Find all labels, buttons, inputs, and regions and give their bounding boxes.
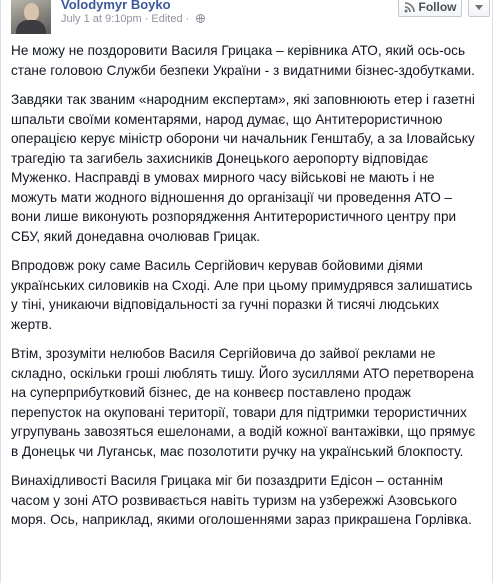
post-timestamp-link[interactable]: July 1 at 9:10pm [61,13,142,25]
chevron-down-icon [475,5,483,10]
post-paragraph: Втім, зрозуміти нелюбов Василя Сергійовича до зайвої реклами не складно, оскільки гроші люблять тишу. Його зусиллями АТО перетворена на суперприбутковий бізнес, де на конвеєр поставлено продаж перепусток на окуповані території, товари для підтримки терористичних угрупувань завозяться ешелонами, а водій кожної вантажівки, що прямує в Донецьк чи Луганськ, має позолотити ручку на український блокпосту. [11,346,476,459]
post-paragraph: Винахідливості Василя Грицака міг би позаздрити Едісон – останнім часом у зоні АТО розвивається навіть туризм на узбережжі Азовського моря. Ось, наприклад, якими оголошеннями зараз прикрашена Горлівка. [11,473,472,527]
avatar-face [24,3,39,21]
avatar-body [16,20,46,34]
rss-icon [404,2,415,13]
follow-button[interactable] [398,0,462,17]
post-body [11,41,481,540]
meta-separator: · [144,13,149,25]
edited-link[interactable]: Edited [151,13,183,25]
post-paragraph: Впродовж року саме Василь Сергійович керував бойовими діями українських силовиків на Сході. Але при цьому примудрявся залишатись у тіні, уникаючи відповідальності за гучні поразки й тисячі людських жертв. [11,258,473,332]
post-header [1,0,492,38]
author-avatar[interactable] [11,0,51,34]
post-paragraph: Завдяки так званим «народним експертам», які заповнюють етер і газетні шпальти своїми коментарями, народ думає, що Антитерористичною операцією керує міністр оборони чи начальник Генштабу, а за Іловайську трагедію та загибель захисників Донецького аеропорту відповідає Муженко. Насправді в умовах мирного часу військові не мають і не можуть мати жодного відношення до організації чи проведення АТО – вони лише виконують розпорядження Антитерористичного центру при СБУ, який донедавна очолював Грицак. [11,92,475,244]
globe-icon[interactable] [196,14,205,23]
post-options-button[interactable] [468,0,490,17]
post-meta [61,13,205,25]
meta-separator: · [185,13,190,25]
follow-button-label: Follow [418,0,457,14]
post-paragraph: Не можу не поздоровити Василя Грицака – керівника АТО, який ось-ось стане головою Служби безпеки України - з видатними бізнес-здобутками. [11,43,475,78]
author-name-link[interactable]: Volodymyr Boyko [61,0,171,12]
